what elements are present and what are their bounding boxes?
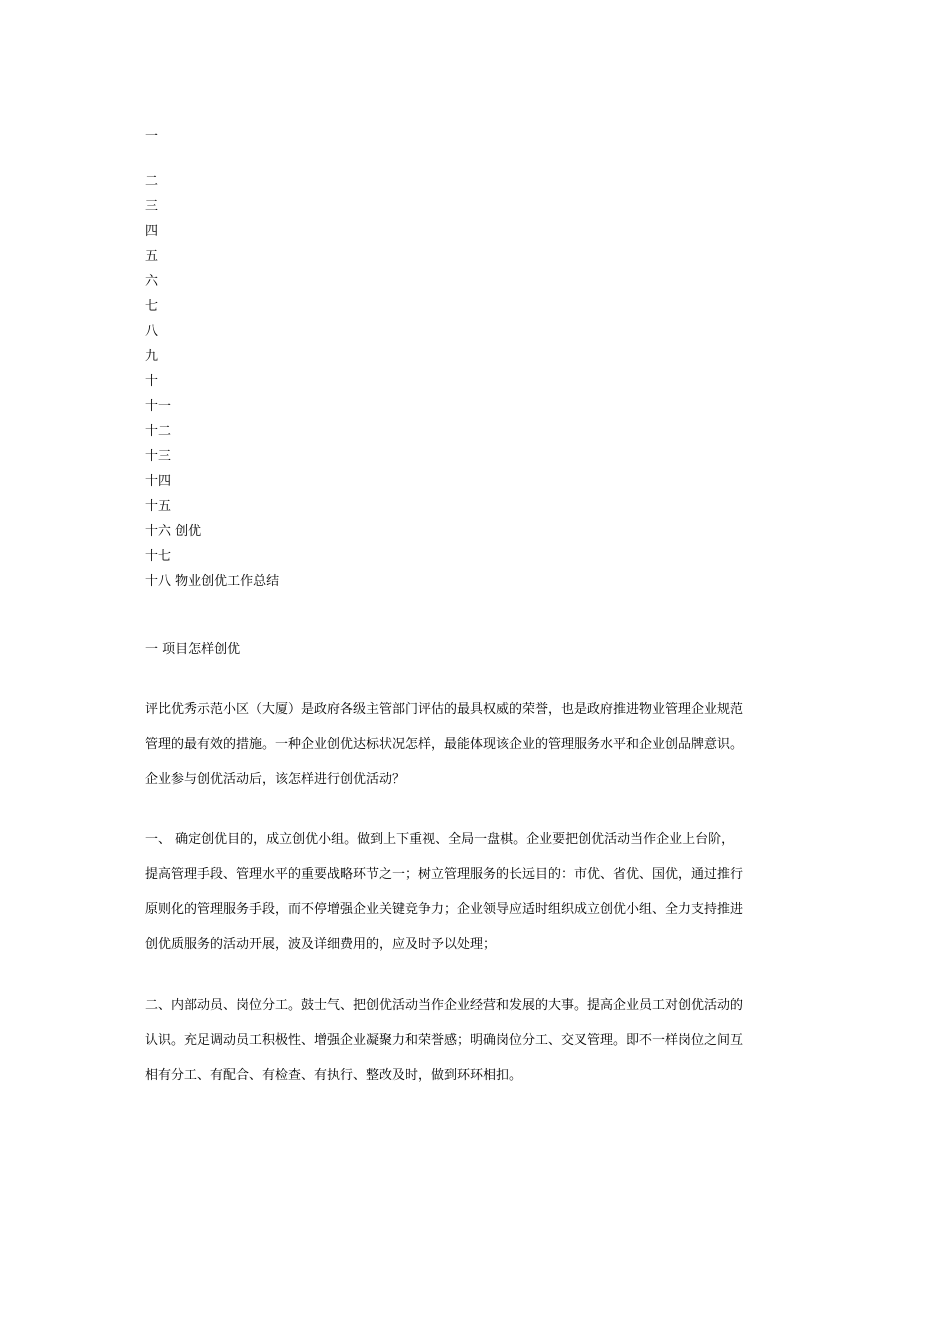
toc-item: 七 bbox=[145, 299, 159, 314]
toc-item: 六 bbox=[145, 274, 159, 289]
toc-item: 十 bbox=[145, 374, 159, 389]
toc-item: 三 bbox=[145, 199, 159, 214]
toc-item: 二 bbox=[145, 174, 159, 189]
paragraph-line: 创优质服务的活动开展，波及详细费用的，应及时予以处理； bbox=[145, 937, 497, 952]
paragraph-step-two bbox=[145, 988, 807, 1093]
toc-item: 十八 物业创优工作总结 bbox=[145, 574, 280, 589]
toc-item: 八 bbox=[145, 324, 159, 339]
paragraph-line: 评比优秀示范小区（大厦）是政府各级主管部门评估的最具权威的荣誉，也是政府推进物业管理企业规范 bbox=[145, 702, 744, 717]
toc-item: 九 bbox=[145, 349, 159, 364]
toc-item: 一 bbox=[145, 129, 159, 144]
toc-item: 十三 bbox=[145, 449, 172, 464]
paragraph-step-one bbox=[145, 822, 807, 962]
paragraph-line: 二、内部动员、岗位分工。鼓士气、把创优活动当作企业经营和发展的大事。提高企业员工对创优活动的 bbox=[145, 998, 744, 1013]
paragraph-line: 提高管理手段、管理水平的重要战略环节之一；树立管理服务的长远目的：市优、省优、国优，通过推行 bbox=[145, 867, 744, 882]
toc-item: 四 bbox=[145, 224, 159, 239]
toc-item: 五 bbox=[145, 249, 159, 264]
toc-item: 十七 bbox=[145, 549, 172, 564]
paragraph-line: 原则化的管理服务手段，而不停增强企业关键竞争力；企业领导应适时组织成立创优小组、全力支持推进 bbox=[145, 902, 744, 917]
paragraph-line: 一、 确定创优目的，成立创优小组。做到上下重视、全局一盘棋。企业要把创优活动当作企业上台阶， bbox=[145, 832, 735, 847]
paragraph-line: 管理的最有效的措施。一种企业创优达标状况怎样，最能体现该企业的管理服务水平和企业创品牌意识。 bbox=[145, 737, 744, 752]
toc-item: 十六 创优 bbox=[145, 524, 202, 539]
paragraph-line: 企业参与创优活动后，该怎样进行创优活动？ bbox=[145, 772, 406, 787]
section-heading: 一 项目怎样创优 bbox=[145, 642, 241, 657]
paragraph-line: 相有分工、有配合、有检查、有执行、整改及时，做到环环相扣。 bbox=[145, 1068, 523, 1083]
table-of-contents bbox=[145, 124, 545, 594]
paragraph-line: 认识。充足调动员工积极性、增强企业凝聚力和荣誉感；明确岗位分工、交叉管理。即不一样岗位之间互 bbox=[145, 1033, 744, 1048]
toc-item: 十四 bbox=[145, 474, 172, 489]
toc-item: 十二 bbox=[145, 424, 172, 439]
toc-item: 十一 bbox=[145, 399, 172, 414]
toc-item: 十五 bbox=[145, 499, 172, 514]
paragraph-intro bbox=[145, 692, 807, 797]
